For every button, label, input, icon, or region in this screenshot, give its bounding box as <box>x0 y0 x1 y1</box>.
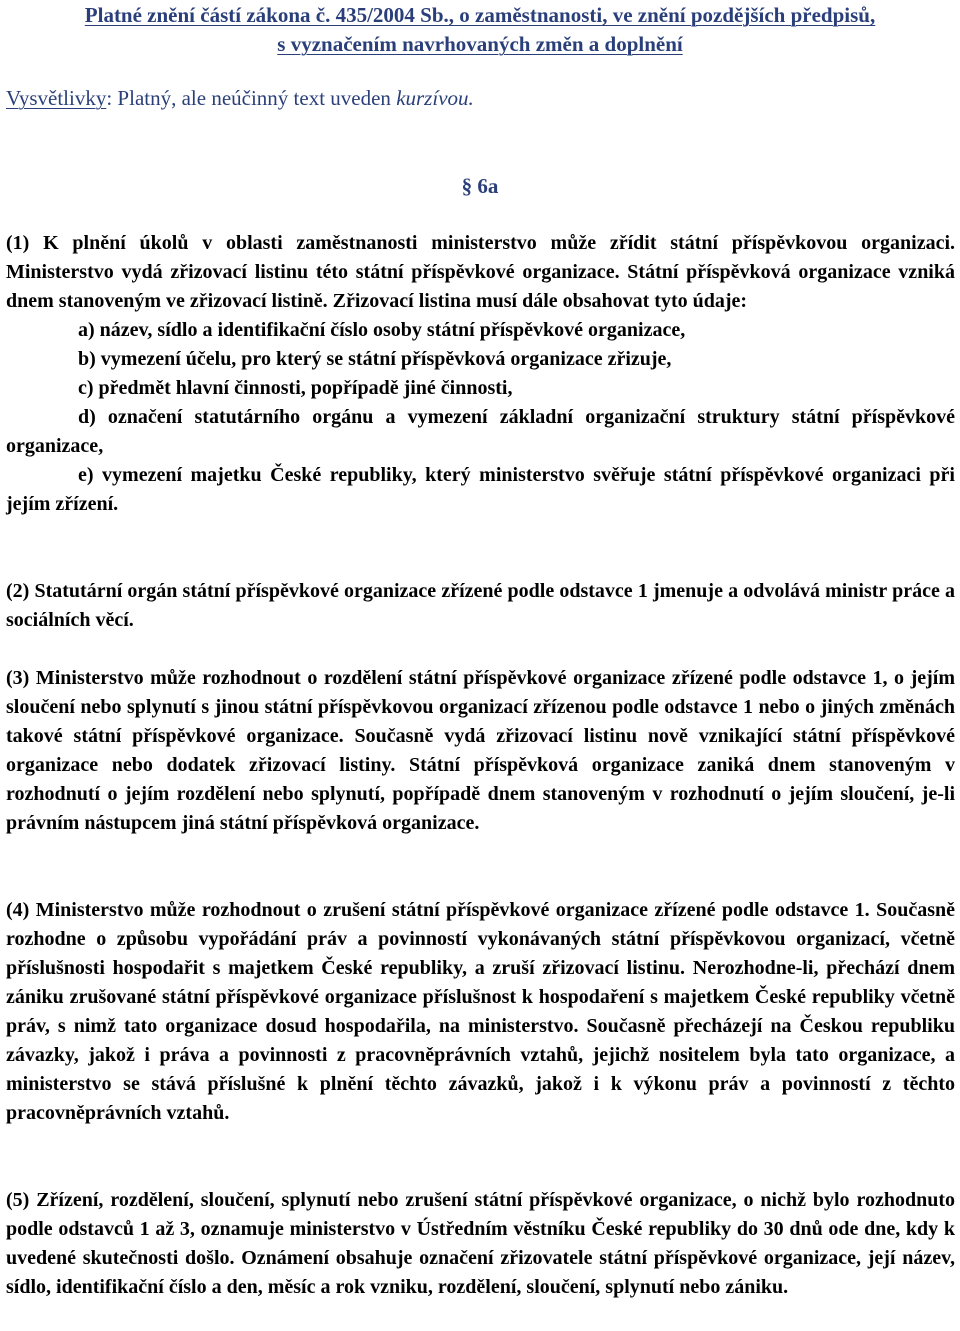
list-item-a: a) název, sídlo a identifikační číslo osoby státní příspěvkové organizace, <box>78 319 686 341</box>
explanation-label: Vysvětlivky <box>6 86 107 110</box>
explanation-text: : Platný, ale neúčinný text uveden <box>106 86 397 110</box>
list-item-e: e) vymezení majetku České republiky, který ministerstvo svěřuje státní příspěvkové organizaci při jejím zřízení. <box>6 464 955 515</box>
document-title <box>0 1 960 59</box>
paragraph-1-intro <box>6 229 955 316</box>
section-number: § 6a <box>461 174 499 198</box>
list-item-d: d) označení statutárního orgánu a vymezení základní organizační struktury státní příspěvkové organizace, <box>6 406 955 457</box>
list-item-c: c) předmět hlavní činnosti, popřípadě jiné činnosti, <box>78 377 513 399</box>
paragraph-2: (2) Statutární orgán státní příspěvkové organizace zřízené podle odstavce 1 jmenuje a odvolává ministr práce a sociálních věcí. <box>6 580 955 631</box>
explanation-note <box>6 84 474 113</box>
paragraph-4: (4) Ministerstvo může rozhodnout o zrušení státní příspěvkové organizace zřízené podle odstavce 1. Současně rozhodne o způsobu vypořádání práv a povinností vykonávaných státní příspěvkovou organizací, včetně příslušnosti hospodařit s majetkem České republiky, a zruší zřizovací listinu. Nerozhodne-li, přechází dnem zániku zrušované státní příspěvkové organizace příslušnost k hospodaření s majetkem České republiky včetně práv, s nimž tato organizace dosud hospodařila, na ministerstvo. Současně přecházejí na Českou republiku závazky, jakož i práva a povinnosti z pracovněprávních vztahů, jejichž nositelem byla tato organizace, a ministerstvo se stává příslušné k plnění těchto závazků, jakož i k výkonu práv a povinností z těchto pracovněprávních vztahů. <box>6 899 955 1124</box>
title-line-1: Platné znění částí zákona č. 435/2004 Sb., o zaměstnanosti, ve znění pozdějších předpisů, <box>84 3 876 27</box>
paragraph-3: (3) Ministerstvo může rozhodnout o rozdělení státní příspěvkové organizace zřízené podle odstavce 1, o jejím sloučení nebo splynutí s jinou státní příspěvkovou organizací zřízenou podle odstavce 1 nebo o jiných změnách takové státní příspěvkové organizace. Současně vydá zřizovací listinu nově vznikající státní příspěvkové organizace nebo dodatek zřizovací listiny. Státní příspěvková organizace zaniká dnem stanoveným v rozhodnutí o jejím rozdělení nebo splynutí, popřípadě dnem stanoveným v rozhodnutí o jejím sloučení, je-li právním nástupcem jiná státní příspěvková organizace. <box>6 667 955 834</box>
paragraph-1-text: (1) K plnění úkolů v oblasti zaměstnanosti ministerstvo může zřídit státní příspěvkovou organizaci. Ministerstvo vydá zřizovací listinu této státní příspěvkové organizace. Státní příspěvková organizace vzniká dnem stanoveným ve zřizovací listině. Zřizovací listina musí dále obsahovat tyto údaje: <box>6 232 955 312</box>
explanation-italic: kurzívou. <box>396 86 474 110</box>
title-line-2: s vyznačením navrhovaných změn a doplnění <box>277 32 683 56</box>
paragraph-5: (5) Zřízení, rozdělení, sloučení, splynutí nebo zrušení státní příspěvkové organizace, o nichž bylo rozhodnuto podle odstavců 1 až 3, oznamuje ministerstvo v Ústředním věstníku České republiky do 30 dnů ode dne, kdy k uvedené skutečnosti došlo. Oznámení obsahuje označení zřizovatele státní příspěvkové organizace, její název, sídlo, identifikační číslo a den, měsíc a rok vzniku, rozdělení, sloučení, splynutí nebo zániku. <box>6 1189 955 1298</box>
list-item-b: b) vymezení účelu, pro který se státní příspěvková organizace zřizuje, <box>78 348 672 370</box>
paragraph-1 <box>6 229 955 519</box>
